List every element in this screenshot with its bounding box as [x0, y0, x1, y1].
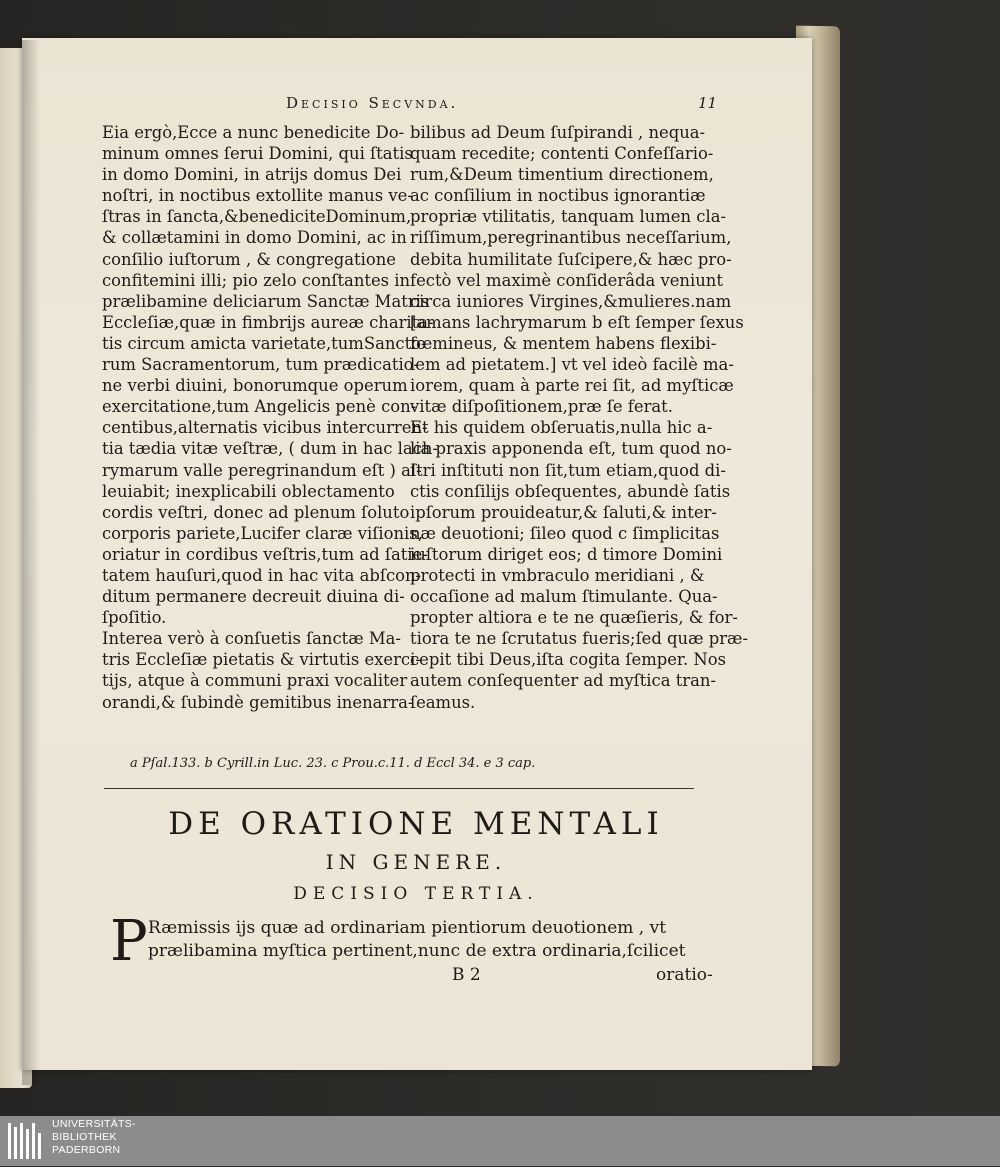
text-line: tiora te ne ſcrutatus fueris;ſed quæ præ-: [410, 629, 748, 649]
chapter-title: DE ORATIONE MENTALI: [168, 806, 664, 842]
library-name-line: BIBLIOTHEK: [52, 1131, 117, 1143]
text-line: riſſimum,peregrinantibus neceſſarium,: [410, 228, 732, 248]
book-page: [22, 38, 812, 1070]
text-line: lia praxis apponenda eſt, tum quod no-: [410, 439, 732, 459]
text-line: prælibamine deliciarum Sanctæ Matris: [102, 291, 430, 311]
text-line: circa iuniores Virgines,&mulieres.nam: [410, 291, 732, 311]
text-line: ſeamus.: [410, 692, 476, 712]
page-number: 11: [698, 94, 718, 112]
library-name-line: UNIVERSITÄTS-: [52, 1118, 136, 1130]
text-line: oriatur in cordibus veſtris,tum ad ſatie-: [102, 544, 428, 564]
text-line: tatem hauſuri,quod in hac vita abſcon-: [102, 565, 422, 585]
text-line: lem ad pietatem.] vt vel ideò facilè ma-: [410, 355, 734, 375]
text-line: noſtri, in noctibus extollite manus ve-: [102, 186, 413, 206]
text-line: næ deuotioni; ſileo quod c ſimplicitas: [410, 523, 720, 543]
text-line: minum omnes ſerui Domini, qui ſtatis: [102, 144, 413, 164]
text-line: bilibus ad Deum ſuſpirandi , nequa-: [410, 123, 706, 142]
text-line: ctis conſilijs obſequentes, abundè ſatis: [410, 481, 731, 501]
text-line: autem conſequenter ad myſtica tran-: [410, 671, 716, 691]
text-line: ipſorum prouideatur,& ſaluti,& inter-: [410, 502, 717, 522]
body-line: prælibamina myſtica pertinent,nunc de extra ordinaria,ſcilicet: [148, 941, 686, 961]
right-text-column: [410, 122, 748, 713]
text-line: corporis pariete,Lucifer claræ viſionis,: [102, 523, 423, 543]
text-line: occaſione ad malum ſtimulante. Qua-: [410, 587, 718, 607]
text-line: fectò vel maximè conſiderâda veniunt: [410, 270, 723, 290]
text-line: quam recedite; contenti Confeſſario-: [410, 144, 714, 164]
text-line: debita humilitate ſuſcipere,& hæc pro-: [410, 249, 732, 269]
text-line: Eia ergò,Ecce a nunc benedicite Do-: [102, 123, 405, 142]
text-line: Eccleſiæ,quæ in fimbrijs aureæ charita-: [102, 312, 434, 332]
library-logo-icon: [6, 1119, 46, 1163]
text-line: centibus,alternatis vicibus intercurren-: [102, 418, 428, 438]
text-line: tijs, atque à communi praxi vocaliter: [102, 671, 408, 691]
text-line: exercitatione,tum Angelicis penè con-: [102, 397, 417, 417]
text-line: cepit tibi Deus,iſta cogita ſemper. Nos: [410, 650, 727, 670]
text-line: orandi,& ſubindè gemitibus inenarra-: [102, 692, 414, 712]
text-line: vitæ diſpoſitionem,præ ſe ferat.: [410, 397, 673, 417]
text-line: Et his quidem obſeruatis,nulla hic a-: [410, 418, 713, 438]
text-line: in domo Domini, in atrijs domus Dei: [102, 165, 402, 185]
spine-shadow: [22, 40, 40, 1085]
text-line: iuſtorum diriget eos; d timore Domini: [410, 544, 723, 564]
text-line: propter altiora e te ne quæſieris, & for-: [410, 608, 738, 628]
text-line: Interea verò à conſuetis ſanctæ Ma-: [102, 629, 401, 649]
text-line: & collætamini in domo Domini, ac in: [102, 228, 407, 248]
text-line: fœmineus, & mentem habens flexibi-: [410, 333, 717, 353]
signature-mark: B 2: [452, 965, 481, 985]
footer-bar: [0, 1116, 1000, 1166]
left-text-column: [102, 122, 438, 713]
text-line: propriæ vtilitatis, tanquam lumen cla-: [410, 207, 726, 227]
section-title: DECISIO TERTIA.: [293, 884, 539, 904]
text-line: [amans lachrymarum b eſt ſemper ſexus: [410, 312, 744, 332]
drop-cap: P: [110, 909, 148, 974]
text-line: cordis veſtri, donec ad plenum ſoluto: [102, 502, 410, 522]
library-name: [52, 1118, 136, 1157]
chapter-subtitle: IN GENERE.: [325, 850, 507, 874]
text-line: iorem, quam à parte rei ſit, ad myſticæ: [410, 376, 734, 396]
text-line: ſtri inſtituti non ſit,tum etiam,quod di-: [410, 460, 726, 480]
text-line: rymarum valle peregrinandum eſt ) al-: [102, 460, 422, 480]
text-line: leuiabit; inexplicabili oblectamento: [102, 481, 395, 501]
text-line: ac conſilium in noctibus ignorantiæ: [410, 186, 706, 206]
catchword: oratio-: [656, 965, 713, 985]
section-divider: [104, 788, 694, 789]
text-line: ſtras in ſancta,&benediciteDominum,: [102, 207, 412, 227]
running-head: Decisio Secvnda.: [286, 94, 459, 112]
text-line: ditum permanere decreuit diuina di-: [102, 587, 405, 607]
text-line: conſilio iuſtorum , & congregatione: [102, 249, 397, 269]
text-line: ſpoſitio.: [102, 608, 167, 628]
body-line: Ræmissis ijs quæ ad ordinariam pientiorum deuotionem , vt: [148, 918, 667, 938]
text-line: tia tædia vitæ veſtræ, ( dum in hac lach-: [102, 439, 438, 459]
text-line: rum,&Deum timentium directionem,: [410, 165, 714, 185]
library-name-line: PADERBORN: [52, 1144, 121, 1156]
text-line: tris Eccleſiæ pietatis & virtutis exerci-: [102, 650, 421, 670]
text-line: rum Sacramentorum, tum prædicatio-: [102, 355, 420, 375]
text-line: tis circum amicta varietate,tumSancto-: [102, 333, 427, 353]
text-line: confitemini illi; pio zelo conſtantes in: [102, 270, 411, 290]
text-line: protecti in vmbraculo meridiani , &: [410, 565, 705, 585]
text-line: ne verbi diuini, bonorumque operum: [102, 376, 408, 396]
footnotes: a Pſal.133. b Cyrill.in Luc. 23. c Prou.c.11. d Eccl 34. e 3 cap.: [130, 756, 536, 771]
